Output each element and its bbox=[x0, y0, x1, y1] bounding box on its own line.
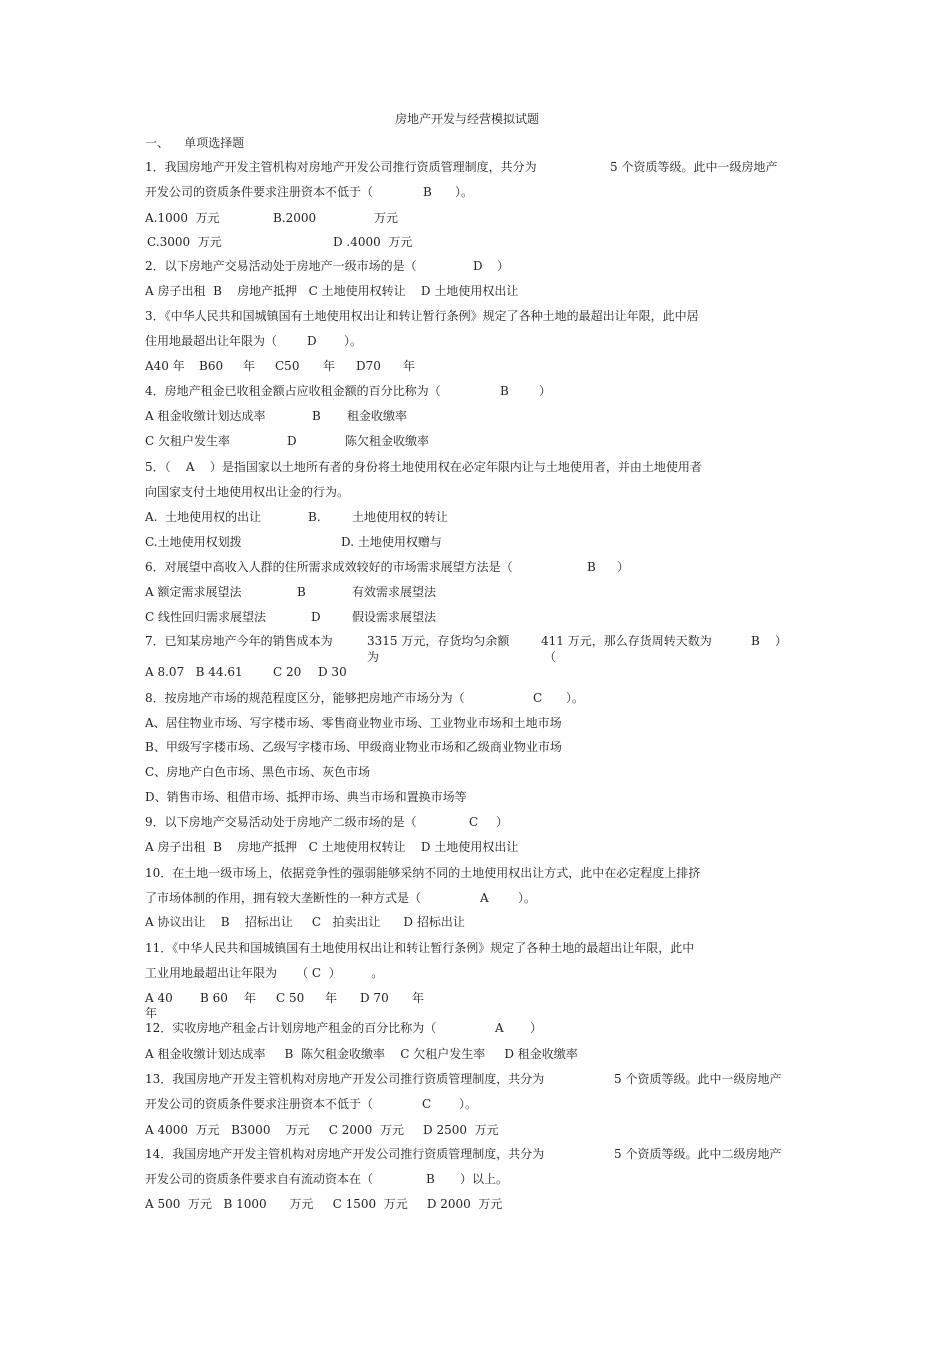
text-line-segment: C bbox=[422, 1097, 432, 1111]
text-line-segment: B bbox=[312, 409, 321, 423]
text-line-segment: ）以上。 bbox=[460, 1172, 509, 1186]
text-line-segment: ） bbox=[530, 1021, 543, 1035]
text-line-segment: 10．在土地一级市场上，依据竞争性的强弱能够采纳不同的土地使用权出让方式，此中在必定程度上排挤 bbox=[145, 866, 701, 880]
text-line-segment: 有效需求展望法 bbox=[352, 585, 437, 599]
text-line-segment: 年 bbox=[412, 991, 425, 1005]
text-line-segment: B60 bbox=[199, 359, 224, 373]
text-line-segment: 13．我国房地产开发主管机构对房地产开发公司推行资质管理制度，共分为 bbox=[145, 1072, 545, 1086]
text-line-segment: ） bbox=[497, 259, 510, 273]
text-line-segment: 开发公司的资质条件要求注册资本不低于（ bbox=[145, 1097, 374, 1111]
text-line-segment: B 60 bbox=[200, 991, 228, 1005]
text-line-segment: 住用地最超出让年限为（ bbox=[145, 334, 278, 348]
text-line-segment: C.3000 万元 bbox=[147, 235, 222, 249]
text-line-segment: ） bbox=[617, 560, 630, 574]
text-line-segment: ）。 bbox=[518, 891, 537, 905]
text-line-segment: 万元 bbox=[374, 211, 399, 225]
text-line-segment: A. 土地使用权的出让 bbox=[145, 510, 262, 524]
text-line-segment: A 租金收缴计划达成率 B 陈欠租金收缴率 C 欠租户发生率 D 租金收缴率 bbox=[145, 1047, 578, 1061]
text-line-segment: 开发公司的资质条件要求注册资本不低于（ bbox=[145, 185, 374, 199]
text-line-segment: （ bbox=[544, 650, 557, 664]
text-line-segment: ）。 bbox=[455, 185, 474, 199]
text-line-segment: 土地使用权的转让 bbox=[352, 510, 449, 524]
text-line-segment: 1．我国房地产开发主管机构对房地产开发公司推行资质管理制度，共分为 bbox=[145, 160, 537, 174]
text-line-segment: 假设需求展望法 bbox=[352, 610, 437, 624]
text-line-segment: B.2000 bbox=[273, 211, 317, 225]
text-line-segment: 开发公司的资质条件要求自有流动资本在（ bbox=[145, 1172, 374, 1186]
text-line-segment: A bbox=[495, 1021, 504, 1035]
text-line-segment: B. bbox=[308, 510, 321, 524]
text-line-segment: 14．我国房地产开发主管机构对房地产开发公司推行资质管理制度，共分为 bbox=[145, 1147, 545, 1161]
text-line-segment: ）。 bbox=[566, 691, 585, 705]
text-line-segment: B bbox=[587, 560, 596, 574]
section-heading: 一、 单项选择题 bbox=[145, 136, 245, 150]
text-line-segment: D bbox=[311, 610, 321, 624]
text-line-segment: B bbox=[297, 585, 306, 599]
text-line-segment: D .4000 万元 bbox=[333, 235, 413, 249]
text-line-segment: 年 bbox=[145, 1006, 158, 1020]
text-line-segment: 租金收缴率 bbox=[347, 409, 408, 423]
text-line-segment: A 4000 万元 B3000 万元 C 2000 万元 D 2500 万元 bbox=[145, 1123, 499, 1137]
text-line-segment: 年 bbox=[243, 359, 256, 373]
text-line-segment: ） bbox=[496, 815, 509, 829]
text-line-segment: D bbox=[473, 259, 483, 273]
text-line-segment: C 50 bbox=[276, 991, 305, 1005]
text-line-segment: 向国家支付土地使用权出让金的行为。 bbox=[145, 485, 350, 499]
text-line-segment: A40 年 bbox=[145, 359, 185, 373]
text-line-segment: 5 个资质等级。此中一级房地产 bbox=[610, 160, 778, 174]
text-line-segment: A 房子出租 B 房地产抵押 C 土地使用权转让 D 土地使用权出让 bbox=[145, 840, 519, 854]
text-line-segment: 4．房地产租金已收租金额占应收租金额的百分比称为（ bbox=[145, 384, 441, 398]
text-line-segment: 2．以下房地产交易活动处于房地产一级市场的是（ bbox=[145, 259, 417, 273]
text-line-segment: 8．按房地产市场的规范程度区分，能够把房地产市场分为（ bbox=[145, 691, 465, 705]
text-line-segment: 7．已知某房地产今年的销售成本为 bbox=[145, 634, 333, 648]
text-line-segment: B、甲级写字楼市场、乙级写字楼市场、甲级商业物业市场和乙级商业物业市场 bbox=[145, 740, 562, 754]
text-line-segment: B bbox=[426, 1172, 435, 1186]
text-line-segment: D70 bbox=[356, 359, 381, 373]
text-line-segment: 工业用地最超出让年限为 （ C ） 。 bbox=[145, 966, 384, 980]
text-line-segment: ）。 bbox=[459, 1097, 478, 1111]
text-line-segment: 411 万元，那么存货周转天数为 bbox=[541, 634, 712, 648]
text-line-segment: 年 bbox=[325, 991, 338, 1005]
text-line-segment: B bbox=[423, 185, 432, 199]
text-line-segment: C.土地使用权划拨 bbox=[145, 535, 242, 549]
text-line-segment: 5．（ A ）是指国家以土地所有者的身份将土地使用权在必定年限内让与土地使用者，并由土地使用者 bbox=[145, 460, 702, 474]
text-line-segment: D bbox=[287, 434, 297, 448]
text-line-segment: C 20 bbox=[273, 665, 302, 679]
text-line-segment: D 30 bbox=[318, 665, 347, 679]
text-line-segment: C50 bbox=[275, 359, 300, 373]
text-line-segment: C 线性回归需求展望法 bbox=[145, 610, 266, 624]
text-line-segment: 5 个资质等级。此中二级房地产 bbox=[614, 1147, 782, 1161]
text-line-segment: ） bbox=[775, 634, 788, 648]
document-title: 房地产开发与经营模拟试题 bbox=[394, 112, 539, 126]
text-line-segment: D bbox=[307, 334, 317, 348]
text-line-segment: A 额定需求展望法 bbox=[145, 585, 242, 599]
text-line-segment: A 8.07 B 44.61 bbox=[145, 665, 243, 679]
text-line-segment: 6．对展望中高收入人群的住所需求成效较好的市场需求展望方法是（ bbox=[145, 560, 513, 574]
text-line-segment: 陈欠租金收缴率 bbox=[345, 434, 430, 448]
text-line-segment: C、房地产白色市场、黑色市场、灰色市场 bbox=[145, 765, 371, 779]
text-line-segment: ）。 bbox=[344, 334, 363, 348]
text-line-segment: C 欠租户发生率 bbox=[145, 434, 230, 448]
text-line-segment: A 协议出让 B 招标出让 C 拍卖出让 D 招标出让 bbox=[145, 915, 465, 929]
text-line-segment: B bbox=[751, 634, 760, 648]
text-line-segment: 年 bbox=[403, 359, 416, 373]
text-line-segment: 12．实收房地产租金占计划房地产租金的百分比称为（ bbox=[145, 1021, 437, 1035]
text-line-segment: 为 bbox=[367, 650, 380, 664]
text-line-segment: C bbox=[533, 691, 543, 705]
text-line-segment: 9．以下房地产交易活动处于房地产二级市场的是（ bbox=[145, 815, 417, 829]
text-line-segment: 3315 万元，存货均匀余额 bbox=[367, 634, 510, 648]
text-line-segment: 5 个资质等级。此中一级房地产 bbox=[614, 1072, 782, 1086]
text-line-segment: A.1000 万元 bbox=[145, 211, 220, 225]
text-line-segment: A 租金收缴计划达成率 bbox=[145, 409, 266, 423]
text-line-segment: 了市场体制的作用，拥有较大垄断性的一种方式是（ bbox=[145, 891, 422, 905]
text-line-segment: C bbox=[469, 815, 479, 829]
text-line-segment: 年 bbox=[323, 359, 336, 373]
text-line-segment: A 500 万元 B 1000 万元 C 1500 万元 D 2000 万元 bbox=[145, 1197, 503, 1211]
text-line-segment: D. 土地使用权赠与 bbox=[341, 535, 442, 549]
text-line-segment: ） bbox=[539, 384, 552, 398]
text-line-segment: A 房子出租 B 房地产抵押 C 土地使用权转让 D 土地使用权出让 bbox=[145, 284, 519, 298]
text-line-segment: D 70 bbox=[360, 991, 389, 1005]
text-line-segment: A 40 bbox=[145, 991, 173, 1005]
text-line-segment: A bbox=[480, 891, 489, 905]
text-line-segment: 3．《中华人民共和国城镇国有土地使用权出让和转让暂行条例》规定了各种土地的最超出让年限，此中居 bbox=[145, 309, 699, 323]
text-line-segment: D、销售市场、租借市场、抵押市场、典当市场和置换市场等 bbox=[145, 790, 467, 804]
text-line-segment: A、居住物业市场、写字楼市场、零售商业物业市场、工业物业市场和土地市场 bbox=[145, 716, 562, 730]
text-line-segment: B bbox=[500, 384, 509, 398]
text-line-segment: 11．《中华人民共和国城镇国有土地使用权出让和转让暂行条例》规定了各种土地的最超出让年限，此中 bbox=[145, 941, 695, 955]
text-line-segment: 年 bbox=[244, 991, 257, 1005]
